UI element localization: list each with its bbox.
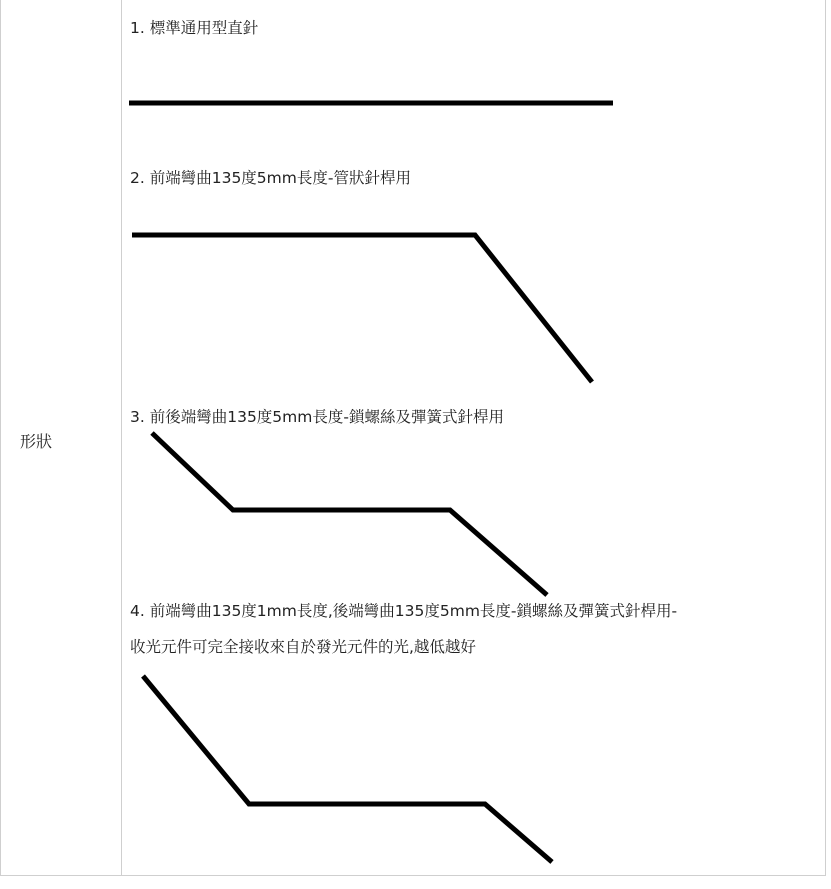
double-bent-needle-shape <box>152 433 547 595</box>
shape-option-4-title-line1: 4. 前端彎曲135度1mm長度,後端彎曲135度5mm長度-鎖螺絲及彈簧式針桿用- <box>130 602 678 620</box>
front-bent-needle-shape <box>132 235 592 382</box>
shape-option-3-title: 3. 前後端彎曲135度5mm長度-鎖螺絲及彈簧式針桿用 <box>130 408 504 426</box>
row-label: 形狀 <box>20 432 53 451</box>
shape-option-4-title-line2: 收光元件可完全接收來自於發光元件的光,越低越好 <box>130 638 476 656</box>
shape-option-1-title: 1. 標準通用型直針 <box>130 19 259 37</box>
shape-option-2-title: 2. 前端彎曲135度5mm長度-管狀針桿用 <box>130 169 411 187</box>
short-long-bent-needle-shape <box>143 676 552 862</box>
